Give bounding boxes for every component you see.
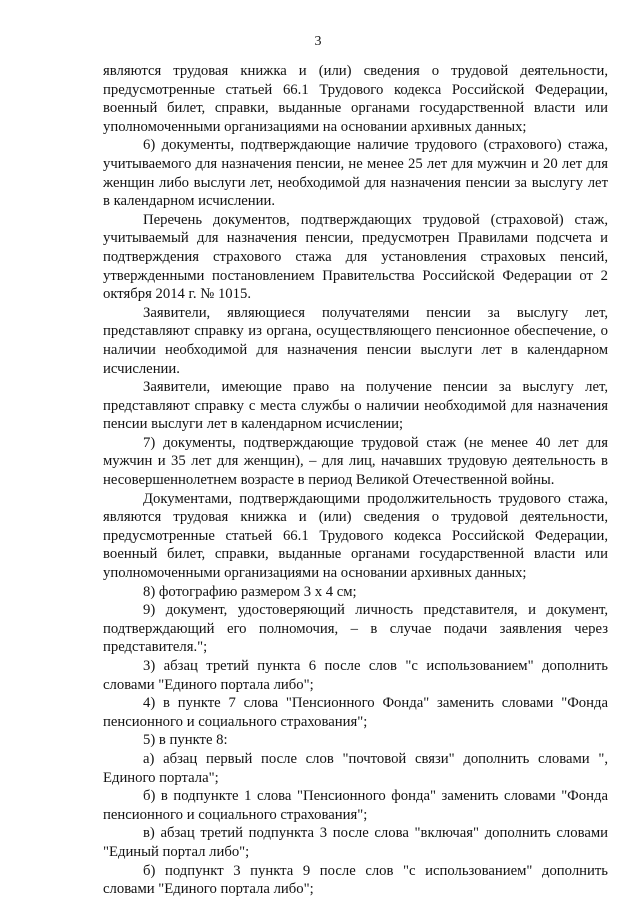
paragraph: б) подпункт 3 пункта 9 после слов "с использованием" дополнить словами "Единого портала либо"; xyxy=(103,862,608,898)
paragraph: 4) в пункте 7 слова "Пенсионного Фонда" заменить словами "Фонда пенсионного и социального страхования"; xyxy=(103,695,608,730)
paragraph: 7) документы, подтверждающие трудовой стаж (не менее 40 лет для мужчин и 35 лет для женщин), – для лиц, начавших трудовую деятельность в несовершеннолетнем возрасте в период Великой Отечественной войны. xyxy=(103,434,608,489)
paragraph: Перечень документов, подтверждающих трудовой (страховой) стаж, учитываемый для назначения пенсии, предусмотрен Правилами подсчета и подтверждения страхового стажа для установления страховых пенсий, утвержденными постановлением Правительства Российской Федерации от 2 октября 2014 г. № 1015. xyxy=(103,211,608,303)
paragraph: 9) документ, удостоверяющий личность представителя, и документ, подтверждающий его полномочия, – в случае подачи заявления через представителя."; xyxy=(103,602,608,656)
paragraph: являются трудовая книжка и (или) сведения о трудовой деятельности, предусмотренные статьей 66.1 Трудового кодекса Российской Федерации, военный билет, справки, выданные органами государственной власти или уполномоченными организациями на основании архивных данных; xyxy=(103,63,608,135)
page-number: 3 xyxy=(314,34,322,49)
paragraph: в) абзац третий подпункта 3 после слова "включая" дополнить словами "Единый портал либо"; xyxy=(103,825,608,860)
paragraph: Заявители, являющиеся получателями пенсии за выслугу лет, представляют справку из органа, осуществляющего пенсионное обеспечение, о наличии необходимой для назначения пенсии выслуги лет в календарном исчислении. xyxy=(103,304,608,377)
paragraph: 5) в пункте 8: xyxy=(143,732,228,749)
paragraph: б) в подпункте 1 слова "Пенсионного фонда" заменить словами "Фонда пенсионного и социального страхования"; xyxy=(103,788,608,823)
paragraph: 6) документы, подтверждающие наличие трудового (страхового) стажа, учитываемого для назначения пенсии, не менее 25 лет для мужчин и 20 лет для женщин либо выслуги лет, необходимой для назначения пенсии за выслугу лет в календарном исчислении. xyxy=(103,137,608,210)
paragraph: Заявители, имеющие право на получение пенсии за выслугу лет, представляют справку с места службы о наличии необходимой для назначения пенсии выслуги лет в календарном исчислении; xyxy=(103,379,608,433)
paragraph: 8) фотографию размером 3 х 4 см; xyxy=(143,583,357,600)
paragraph: а) абзац первый после слов "почтовой связи" дополнить словами ", Единого портала"; xyxy=(103,750,608,786)
document-body xyxy=(103,62,608,899)
paragraph: 3) абзац третий пункта 6 после слов "с использованием" дополнить словами "Единого портала либо"; xyxy=(103,658,608,693)
paragraph: Документами, подтверждающими продолжительность трудового стажа, являются трудовая книжка и (или) сведения о трудовой деятельности, предусмотренные статьей 66.1 Трудового кодекса Российской Федерации, военный билет, справки, выданные органами государственной власти или уполномоченными организациями на основании архивных данных; xyxy=(103,490,608,582)
